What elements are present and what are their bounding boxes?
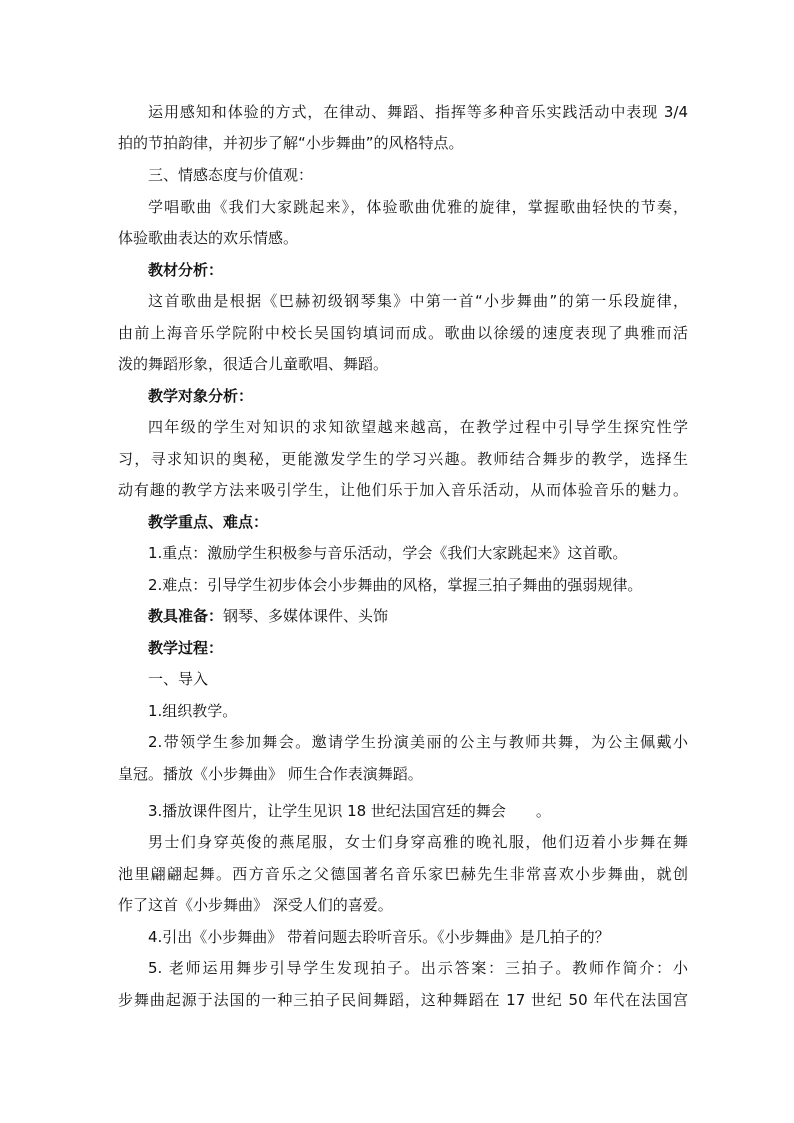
body-text: 皇冠。播放《小步舞曲》 师生合作表演舞蹈。 <box>118 765 423 783</box>
section-heading: 教具准备： <box>148 607 224 625</box>
body-text: 体验歌曲表达的欢乐情感。 <box>118 229 299 247</box>
body-text: 运用感知和体验的方式，在律动、舞蹈、指挥等多种音乐实践活动中表现 3/4 <box>148 103 688 121</box>
body-text: 由前上海音乐学院附中校长吴国钧填词而成。歌曲以徐缓的速度表现了典雅而活 <box>118 324 688 342</box>
body-text: 学唱歌曲《我们大家跳起来》，体验歌曲优雅的旋律，掌握歌曲轻快的节奏， <box>148 198 688 216</box>
body-text: 2.带领学生参加舞会。邀请学生扮演美丽的公主与教师共舞，为公主佩戴小 <box>148 733 688 751</box>
body-text: 2.难点：引导学生初步体会小步舞曲的风格，掌握三拍子舞曲的强弱规律。 <box>148 576 643 594</box>
body-text: 一、导入 <box>148 670 209 688</box>
body-text: 四年级的学生对知识的求知欲望越来越高，在教学过程中引导学生探究性学 <box>148 418 688 436</box>
section-heading: 三、情感态度与价值观： <box>148 166 314 184</box>
body-text: 钢琴、多媒体课件、头饰 <box>223 607 389 625</box>
section-heading: 教学过程： <box>148 639 224 657</box>
body-text: 1.组织教学。 <box>148 702 238 720</box>
body-text: 拍的节拍韵律，并初步了解“小步舞曲”的风格特点。 <box>118 134 464 152</box>
body-text: 5. 老师运用舞步引导学生发现拍子。出示答案：三拍子。教师作简介：小 <box>148 959 688 977</box>
body-text: 泼的舞蹈形象，很适合儿童歌唱、舞蹈。 <box>118 355 389 373</box>
body-text: 作了这首《小步舞曲》 深受人们的喜爱。 <box>118 896 393 914</box>
body-text: 1.重点：激励学生积极参与音乐活动，学会《我们大家跳起来》这首歌。 <box>148 544 628 562</box>
body-text: 动有趣的教学方法来吸引学生，让他们乐于加入音乐活动，从而体验音乐的魅力。 <box>118 481 688 499</box>
body-text: 池里翩翩起舞。西方音乐之父德国著名音乐家巴赫先生非常喜欢小步舞曲，就创 <box>118 865 688 883</box>
body-text: 习，寻求知识的奥秘，更能激发学生的学习兴趣。教师结合舞步的教学，选择生 <box>118 450 688 468</box>
section-heading: 教学重点、难点： <box>148 513 269 531</box>
body-text <box>148 605 688 627</box>
section-heading: 教学对象分析： <box>148 387 254 405</box>
section-heading: 教材分析： <box>148 261 224 279</box>
body-text: 男士们身穿英俊的燕尾服，女士们身穿高雅的晚礼服，他们迈着小步舞在舞 <box>148 833 688 851</box>
body-text: 这首歌曲是根据《巴赫初级钢琴集》中第一首“小步舞曲”的第一乐段旋律， <box>148 292 688 310</box>
body-text: 3.播放课件图片，让学生见识 18 世纪法国宫廷的舞会 。 <box>148 802 551 820</box>
body-text: 步舞曲起源于法国的一种三拍子民间舞蹈，这种舞蹈在 17 世纪 50 年代在法国宫 <box>118 991 688 1009</box>
body-text: 4.引出《小步舞曲》 带着问题去聆听音乐。《小步舞曲》是几拍子的？ <box>148 928 610 946</box>
